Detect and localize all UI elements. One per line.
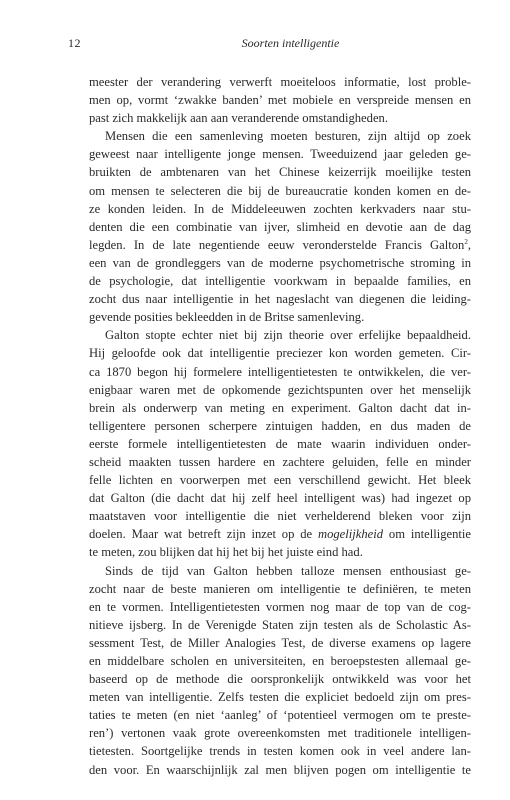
- text-line: nitieve ijsberg. In de Verenigde Staten zijn testen als de Scholastic As-: [89, 617, 471, 632]
- text-line: meten van intelligentie. Zelfs testen die expliciet bedoeld zijn om pres-: [89, 690, 471, 705]
- text-line: legden. In de late negentiende eeuw veronderstelde Francis Galton$^2$,: [89, 237, 471, 252]
- text-line: geweest naar intelligente jonge mensen. Tweeduizend jaar geleden ge-: [89, 147, 471, 162]
- text-line: telligentere personen scherpere zintuigen hadden, en dus maden de: [89, 418, 471, 433]
- text-line: meester der verandering verwerft moeiteloos informatie, lost proble-: [89, 75, 471, 89]
- text-line: de psychologie, dat intelligentie voorkwam in bepaalde families, en: [89, 274, 471, 289]
- text-line: zocht dus naar intelligentie in het nageslacht van diegenen die leiding-: [89, 292, 471, 307]
- text-line: ze konden leiden. In de Middeleeuwen zochten kerkvaders naar stu-: [89, 201, 471, 216]
- text-line: past zich makkelijk aan aan veranderende omstandigheden.: [89, 111, 388, 126]
- text-line: een van de grondleggers van de moderne psychometrische stroming in: [89, 255, 471, 270]
- text-line: Mensen die een samenleving moeten besturen, zijn altijd op zoek: [105, 129, 471, 144]
- running-title: Soorten intelligentie: [241, 36, 340, 50]
- text-line: tietesten. Soortgelijke trends in testen komen ook in veel andere lan-: [89, 744, 471, 759]
- text-line: baseerd op de methode die oorspronkelijk ontwikkeld was voor het: [89, 672, 471, 687]
- text-line: felle lichten en voorwerpen met een verschillend gewicht. Het bleek: [89, 473, 471, 488]
- text-line: om mensen te selecteren die bij de bureaucratie konden komen en de-: [89, 183, 471, 198]
- running-head: [68, 36, 443, 52]
- text-line: Hij geloofde ook dat intelligentie preciezer kon worden gemeten. Cir-: [89, 346, 471, 361]
- page-number: 12: [68, 36, 81, 50]
- text-line: men op, vormt ‘zwakke banden’ met mobiele en verspreide mensen en: [89, 93, 471, 108]
- text-line: den voor. En waarschijnlijk zal men blijven pogen om intelligentie te: [89, 762, 471, 777]
- text-line: en te vormen. Intelligentietesten vormen nog maar de top van de cog-: [89, 599, 471, 614]
- text-line: denten die een combinatie van ijver, slimheid en devotie aan de dag: [89, 219, 471, 234]
- text-line: dat Galton (die dacht dat hij zelf heel intelligent was) had ingezet op: [89, 491, 471, 506]
- text-line: gevende posities bekleedden in de Britse samenleving.: [89, 310, 365, 325]
- text-line: sessment Test, de Miller Analogies Test, de diverse examens op lagere: [89, 635, 471, 650]
- text-line: zocht naar de beste manieren om intelligentie te definiëren, te meten: [89, 581, 471, 596]
- text-line: taties te meten (en niet ‘aanleg’ of ‘potentieel vermogen om te preste-: [89, 708, 471, 723]
- text-line: Galton stopte echter niet bij zijn theorie over erfelijke bepaaldheid.: [105, 328, 471, 343]
- text-line: ca 1870 begon hij formelere intelligentietesten te ontwikkelen, die ver-: [89, 364, 471, 379]
- text-line: te meten, zou blijken dat hij het bij het juiste eind had.: [89, 545, 363, 560]
- text-line: scheid maakten tussen hardere en zachtere geluiden, felle en minder: [89, 454, 471, 469]
- text-line: maatstaven voor intelligentie die niet verhelderend bleken voor zijn: [89, 509, 471, 524]
- text-line: Sinds de tijd van Galton hebben talloze mensen enthousiast ge-: [105, 563, 471, 578]
- text-line: bruikten de ambtenaren van het Chinese keizerrijk moeilijke testen: [89, 165, 471, 180]
- text-line: eerste formele intelligentietesten de mate waarin individuen onder-: [89, 436, 471, 451]
- text-line: doelen. Maar wat betreft zijn inzet op de mogelijkheid om intelligentie: [89, 527, 471, 542]
- body-text: [89, 73, 471, 779]
- text-line: en middelbare scholen en universiteiten, en beroepstesten allemaal ge-: [89, 654, 471, 668]
- text-line: brein als onderwerp van meting en experiment. Galton dacht dat in-: [89, 400, 471, 415]
- text-line: ren’) vertonen vaak grote overeenkomsten met traditionele intelligen-: [89, 726, 471, 741]
- text-line: enigbaar waren met de opkomende gezichtspunten over het menselijk: [89, 382, 471, 397]
